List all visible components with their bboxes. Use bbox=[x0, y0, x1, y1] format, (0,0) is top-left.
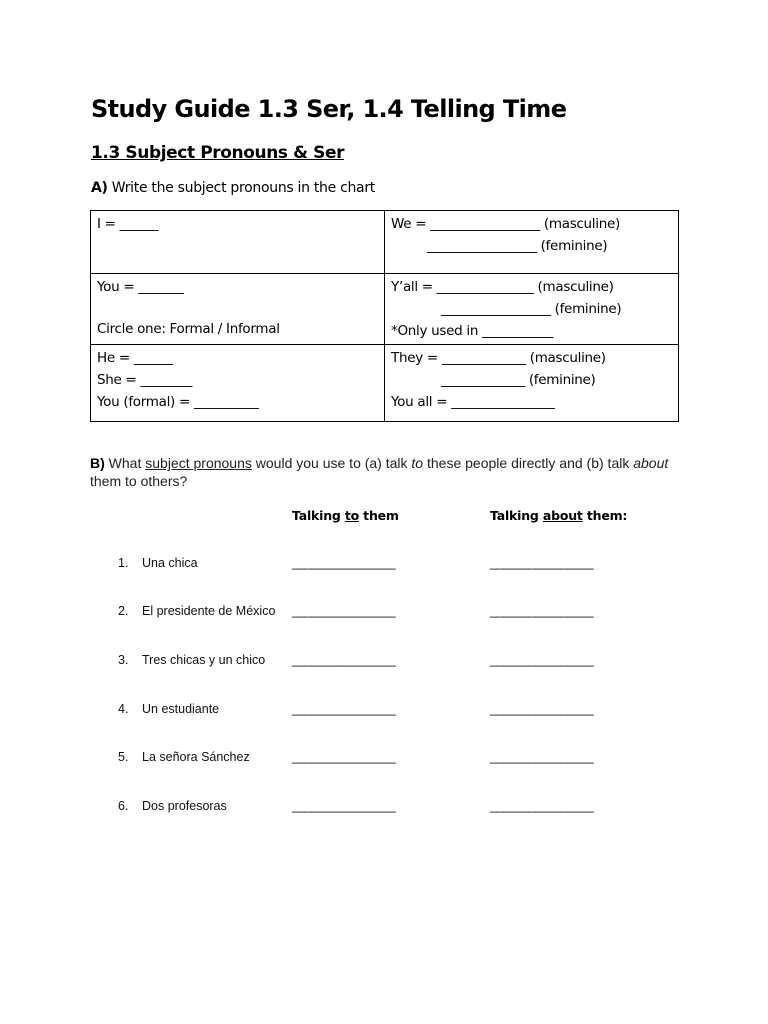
header-text: Talking bbox=[490, 508, 543, 523]
item-text: Una chica bbox=[142, 556, 198, 570]
item-number: 4. bbox=[118, 702, 129, 716]
cell-line: She = ________ bbox=[97, 372, 193, 388]
answer-blank-to: ________________ bbox=[292, 604, 396, 618]
list-item bbox=[0, 750, 768, 770]
header-text: them bbox=[359, 508, 399, 523]
item-text: La señora Sánchez bbox=[142, 750, 250, 764]
item-text: Dos profesoras bbox=[142, 799, 227, 813]
chart-row bbox=[91, 274, 679, 345]
instruction-text: What bbox=[104, 455, 146, 471]
column-header-talking-to bbox=[292, 508, 399, 523]
pronoun-chart bbox=[90, 210, 679, 422]
cell-line: They = _____________ (masculine) bbox=[391, 350, 606, 366]
answer-blank-about: ________________ bbox=[490, 556, 594, 570]
cell-line: Circle one: Formal / Informal bbox=[97, 321, 280, 337]
column-header-talking-about bbox=[490, 508, 627, 523]
cell-spacer bbox=[97, 298, 378, 318]
instruction-text: would you use to (a) talk bbox=[251, 455, 412, 471]
instruction-text: them to others? bbox=[90, 473, 188, 489]
answer-blank-to: ________________ bbox=[292, 653, 396, 667]
chart-cell-plural-first bbox=[385, 211, 679, 274]
list-item bbox=[0, 556, 768, 576]
item-number: 5. bbox=[118, 750, 129, 764]
item-number: 1. bbox=[118, 556, 129, 570]
answer-blank-to: ________________ bbox=[292, 750, 396, 764]
answer-blank-to: ________________ bbox=[292, 556, 396, 570]
cell-line: _____________ (feminine) bbox=[441, 372, 596, 388]
page-title: Study Guide 1.3 Ser, 1.4 Telling Time bbox=[91, 95, 567, 123]
chart-row bbox=[91, 345, 679, 422]
cell-line: I = ______ bbox=[97, 216, 159, 232]
item-number: 2. bbox=[118, 604, 129, 618]
answer-blank-to: ________________ bbox=[292, 799, 396, 813]
cell-line: You (formal) = __________ bbox=[97, 394, 259, 410]
item-number: 3. bbox=[118, 653, 129, 667]
item-text: El presidente de México bbox=[142, 604, 276, 618]
list-item bbox=[0, 702, 768, 722]
chart-cell-singular-third bbox=[91, 345, 385, 422]
header-underlined-text: about bbox=[542, 508, 583, 523]
list-item bbox=[0, 653, 768, 673]
part-b-label: B) bbox=[90, 455, 105, 471]
chart-cell-singular-second bbox=[91, 274, 385, 345]
part-a-text: Write the subject pronouns in the chart bbox=[107, 180, 375, 196]
cell-line: Y’all = _______________ (masculine) bbox=[391, 279, 614, 295]
header-text: them: bbox=[582, 508, 628, 523]
section-heading: 1.3 Subject Pronouns & Ser bbox=[91, 143, 345, 163]
header-underlined-text: to bbox=[344, 508, 360, 523]
instruction-underlined-text: subject pronouns bbox=[145, 455, 252, 471]
answer-blank-about: ________________ bbox=[490, 653, 594, 667]
cell-line: _________________ (feminine) bbox=[441, 301, 622, 317]
cell-line: We = _________________ (masculine) bbox=[391, 216, 620, 232]
part-a-instruction bbox=[91, 180, 375, 196]
cell-line: You = _______ bbox=[97, 279, 184, 295]
instruction-italic-text: about bbox=[633, 455, 669, 471]
chart-cell-singular-first bbox=[91, 211, 385, 274]
instruction-italic-text: to bbox=[411, 455, 424, 471]
part-b-instruction bbox=[90, 454, 690, 490]
list-item bbox=[0, 604, 768, 624]
part-a-label: A) bbox=[91, 180, 108, 196]
answer-blank-about: ________________ bbox=[490, 604, 594, 618]
answer-blank-about: ________________ bbox=[490, 750, 594, 764]
instruction-text: these people directly and (b) talk bbox=[423, 455, 634, 471]
item-text: Un estudiante bbox=[142, 702, 220, 716]
chart-cell-plural-second bbox=[385, 274, 679, 345]
answer-blank-to: ________________ bbox=[292, 702, 396, 716]
chart-cell-plural-third bbox=[385, 345, 679, 422]
cell-line: You all = ________________ bbox=[391, 394, 555, 410]
list-item bbox=[0, 799, 768, 819]
answer-blank-about: ________________ bbox=[490, 799, 594, 813]
answer-blank-about: ________________ bbox=[490, 702, 594, 716]
chart-row bbox=[91, 211, 679, 274]
item-text: Tres chicas y un chico bbox=[142, 653, 266, 667]
item-number: 6. bbox=[118, 799, 129, 813]
cell-line: He = ______ bbox=[97, 350, 173, 366]
cell-line: _________________ (feminine) bbox=[427, 238, 608, 254]
header-text: Talking bbox=[292, 508, 345, 523]
cell-line: *Only used in ___________ bbox=[391, 323, 554, 339]
